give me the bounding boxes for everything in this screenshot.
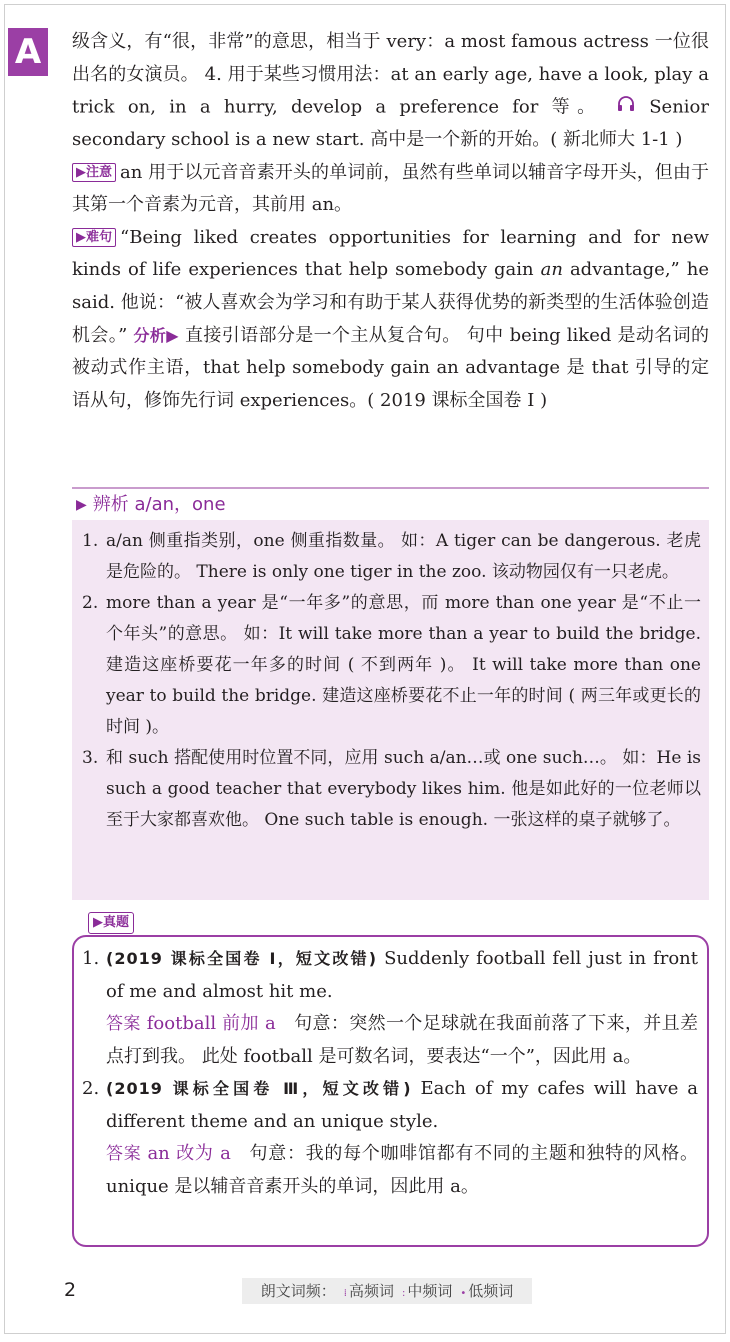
answer-value: an 改为 a [147, 1143, 231, 1164]
high-frequency-icon: ⁞ [343, 1288, 347, 1299]
analysis-text: 直接引语部分是一个主从复合句。 句中 being liked 是动名词的被动式作主语，that help somebody gain an advantage 是 that 引导的定语从句，修饰先行词 experiences。( 2019 课标全国卷 Ⅰ ) [72, 324, 710, 411]
item-number: 3. [82, 748, 99, 768]
exam-source: (2019 课标全国卷 Ⅰ，短文改错) [106, 949, 378, 968]
example-sentence: Senior secondary school is a new start. 高中是一个新的开始。( 新北师大 1-1 ) [72, 96, 709, 151]
answer-explanation: 句意：我的每个咖啡馆都有不同的主题和独特的风格。 unique 是以辅音音素开头的单词，因此用 a。 [106, 1143, 699, 1197]
hard-sentence-paragraph [72, 222, 709, 418]
entry-content [72, 26, 709, 417]
exam-tag: ▶真题 [88, 912, 134, 934]
note-paragraph [72, 157, 709, 222]
answer-value: football 前加 a [146, 1013, 276, 1034]
exam-item [82, 1073, 698, 1203]
low-frequency-icon: • [460, 1288, 467, 1299]
note-tag: ▶注意 [72, 163, 116, 182]
page-number: 2 [64, 1279, 77, 1301]
item-text: a/an 侧重指类别，one 侧重指数量。 如：A tiger can be dangerous. 老虎是危险的。 There is only one tiger in the zoo. 该动物园仅有一只老虎。 [106, 531, 701, 582]
answer-explanation: 句意：突然一个足球就在我面前落了下来，并且差点打到我。 此处 football 是可数名词，要表达“一个”，因此用 a。 [106, 1013, 699, 1067]
hard-sentence-tag: ▶难句 [72, 228, 116, 247]
distinguish-title-text: 辨析 a/an，one [92, 494, 226, 515]
list-item [82, 743, 701, 836]
list-item [82, 588, 701, 743]
legend-low: 低频词 [468, 1282, 514, 1300]
exam-item [82, 943, 698, 1073]
definition-text: 级含义，有“很，非常”的意思，相当于 very：a most famous actress 一位很出名的女演员。 4. 用于某些习惯用法：at an early age, have a look, play a trick on, in a hurry, develop a preference for 等。 [72, 31, 709, 118]
hard-sentence-text: “Being liked creates opportunities for learning and for new kinds of life experiences that help somebody gain [72, 226, 709, 281]
item-text: more than a year 是“一年多”的意思，而 more than one year 是“不止一个年头”的意思。 如：It will take more than a year to build the bridge. 建造这座桥要花一年多的时间 ( 不到两年 )。 It will take more than one year to build the bridge. 建造这座桥要花不止一年的时间 ( 两三年或更长的时间 )。 [106, 593, 701, 737]
legend-label: 朗文词频： [260, 1282, 336, 1300]
headphones-icon[interactable] [616, 91, 636, 124]
frequency-legend [242, 1278, 532, 1304]
italic-word: an [540, 259, 563, 281]
distinguish-box [72, 520, 709, 900]
exam-list [82, 943, 698, 1203]
exam-question: Each of my cafes will have a different theme and an unique style. [106, 1078, 698, 1132]
note-text: an 用于以元音音素开头的单词前，虽然有些单词以辅音字母开头，但由于其第一个音素为元音，其前用 an。 [72, 161, 709, 216]
item-number: 1. [82, 531, 99, 551]
exam-item-number: 1. [82, 948, 100, 969]
exam-question: Suddenly football fell just in front of me and almost hit me. [106, 948, 698, 1002]
legend-high: 高频词 [348, 1282, 394, 1300]
exam-source: (2019 课标全国卷 Ⅲ，短文改错) [106, 1079, 412, 1098]
item-text: 和 such 搭配使用时位置不同，应用 such a/an…或 one such…。 如：He is such a good teacher that everybody likes him. 他是如此好的一位老师以至于大家都喜欢他。 One such table is enough. 一张这样的桌子就够了。 [106, 748, 701, 830]
answer-label: 答案 [106, 1014, 141, 1034]
exam-item-number: 2. [82, 1078, 100, 1099]
exam-box [72, 935, 709, 1247]
triangle-right-icon: ▶ [76, 497, 87, 513]
answer-label: 答案 [106, 1144, 142, 1164]
legend-mid: 中频词 [407, 1282, 453, 1300]
analysis-label: 分析▶ [133, 325, 179, 345]
list-item [82, 526, 701, 588]
section-letter-badge: A [8, 28, 48, 76]
hard-sentence-translation: advantage,” he said. 他说：“被人喜欢会为学习和有助于某人获得优势的新类型的生活体验创造机会。” [72, 259, 709, 346]
definition-paragraph [72, 26, 709, 157]
distinguish-list [82, 526, 701, 836]
mid-frequency-icon: : [401, 1288, 406, 1299]
item-number: 2. [82, 593, 99, 613]
exam-item-body [106, 1073, 698, 1203]
distinguish-box-title [72, 487, 709, 522]
exam-item-body [106, 943, 698, 1073]
